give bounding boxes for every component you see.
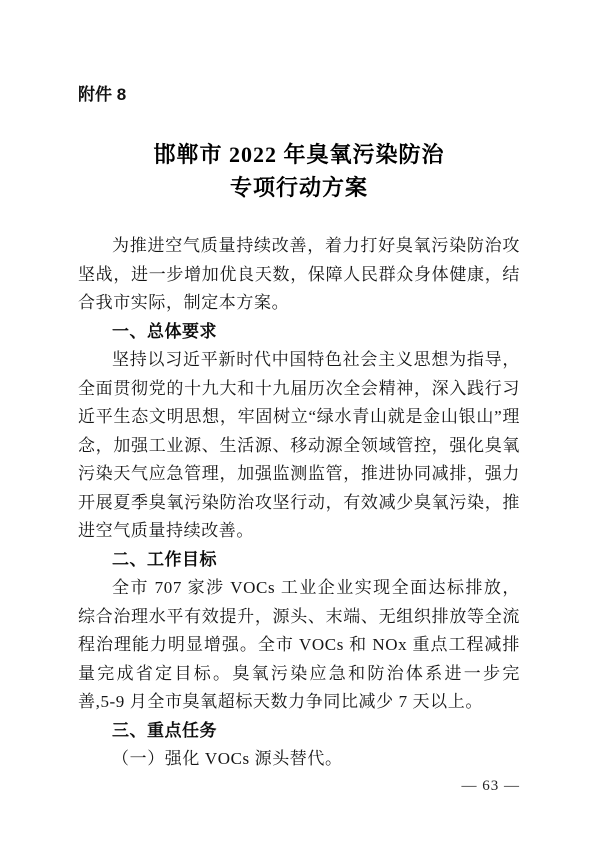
- document-title-line1: 邯郸市 2022 年臭氧污染防治: [153, 142, 445, 167]
- section2-heading: 二、工作目标: [112, 549, 217, 569]
- document-title: [78, 138, 520, 204]
- section2-paragraph: 全市 707 家涉 VOCs 工业企业实现全面达标排放，综合治理水平有效提升，源头、末端、无组织排放等全流程治理能力明显增强。全市 VOCs 和 NOx 重点工程减排量完成省定目标。臭氧污染应急和防治体系进一步完善,5-9 月全市臭氧超标天数力争同比减少 7 天以上。: [78, 578, 520, 711]
- section1-heading: 一、总体要求: [112, 321, 217, 341]
- section3-item1: （一）强化 VOCs 源头替代。: [112, 749, 343, 768]
- page-number: — 63 —: [461, 777, 520, 794]
- attachment-label: 附件 8: [78, 85, 127, 104]
- section3-heading: 三、重点任务: [112, 720, 217, 740]
- document-body: [78, 232, 520, 774]
- intro-paragraph: 为推进空气质量持续改善，着力打好臭氧污染防治攻坚战，进一步增加优良天数，保障人民群众身体健康，结合我市实际，制定本方案。: [78, 236, 520, 312]
- document-title-line2: 专项行动方案: [229, 175, 368, 200]
- section1-paragraph: 坚持以习近平新时代中国特色社会主义思想为指导，全面贯彻党的十九大和十九届历次全会精神，深入践行习近平生态文明思想，牢固树立“绿水青山就是金山银山”理念，加强工业源、生活源、移动源全领域管控，强化臭氧污染天气应急管理，加强监测监管，推进协同减排，强力开展夏季臭氧污染防治攻坚行动，有效减少臭氧污染，推进空气质量持续改善。: [78, 350, 520, 540]
